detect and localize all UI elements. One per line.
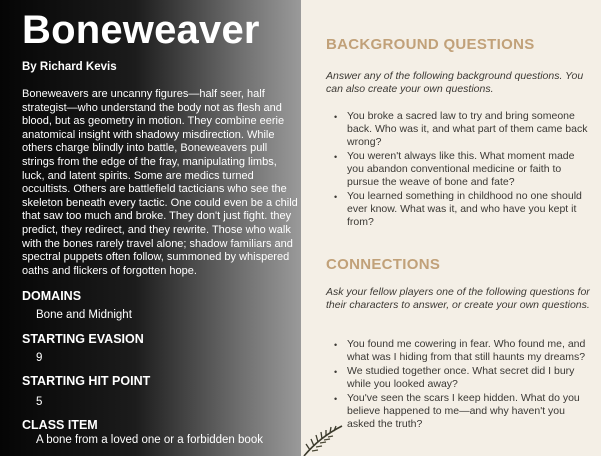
- stat-label-hit-point: STARTING HIT POINT: [22, 374, 151, 388]
- stat-label-domains: DOMAINS: [22, 289, 82, 303]
- background-questions-heading: BACKGROUND QUESTIONS: [326, 36, 535, 53]
- class-description: Boneweavers are uncanny figures—half seer, half strategist—who understand the body not as flesh and blood, but as geometry in motion. They combine eerie anatomical insight with shadowy misdirection. While others charge blindly into battle, Boneweavers pull strings from the edge of the fray, manipulating limbs, luck, and latent spirits. Some are medics turned occultists. Others are battlefield tacticians who see the skeleton beneath every tactic. One could even be a child that saw too much and broke. They don't just fight. they predict, they redirect, and they rewrite. Those who walk with the bones rarely travel alone; shadow familiars and spectral puppets often follow, summoned by whispered oaths and flickers of forgotten hope.: [22, 88, 298, 277]
- list-item: • You've seen the scars I keep hidden. What do you believe happened to me—and why haven't you asked the truth?: [334, 392, 589, 431]
- list-item: • We studied together once. What secret did I bury while you looked away?: [334, 365, 589, 391]
- stat-label-class-item: CLASS ITEM: [22, 418, 98, 432]
- connections-question-list: [334, 338, 589, 432]
- connections-intro: Ask your fellow players one of the following questions for their characters to answer, or create your own questions.: [326, 286, 590, 311]
- list-item: • You found me cowering in fear. Who found me, and what was I hiding from that still haunts my dreams?: [334, 338, 589, 364]
- stat-value-hit-point: 5: [36, 396, 43, 408]
- class-title: Boneweaver: [22, 8, 260, 52]
- stat-value-evasion: 9: [36, 352, 43, 364]
- list-item: • You learned something in childhood no one should ever know. What was it, and who have you kept it from?: [334, 190, 589, 229]
- list-item: • You broke a sacred law to try and bring someone back. Who was it, and what part of them came back wrong?: [334, 110, 589, 149]
- background-question-list: [334, 110, 589, 230]
- questions-panel: [301, 0, 601, 456]
- stat-value-domains: Bone and Midnight: [36, 309, 132, 321]
- list-item: • You weren't always like this. What moment made you abandon conventional medicine or faith to pursue the weave of bone and fate?: [334, 150, 589, 189]
- stat-value-class-item: A bone from a loved one or a forbidden book: [36, 434, 263, 446]
- stat-label-evasion: STARTING EVASION: [22, 332, 144, 346]
- background-intro: Answer any of the following background questions. You can also create your own questions.: [326, 70, 584, 95]
- author-byline: By Richard Kevis: [22, 61, 117, 73]
- fern-leaf-icon: [300, 420, 345, 456]
- connections-heading: CONNECTIONS: [326, 256, 441, 273]
